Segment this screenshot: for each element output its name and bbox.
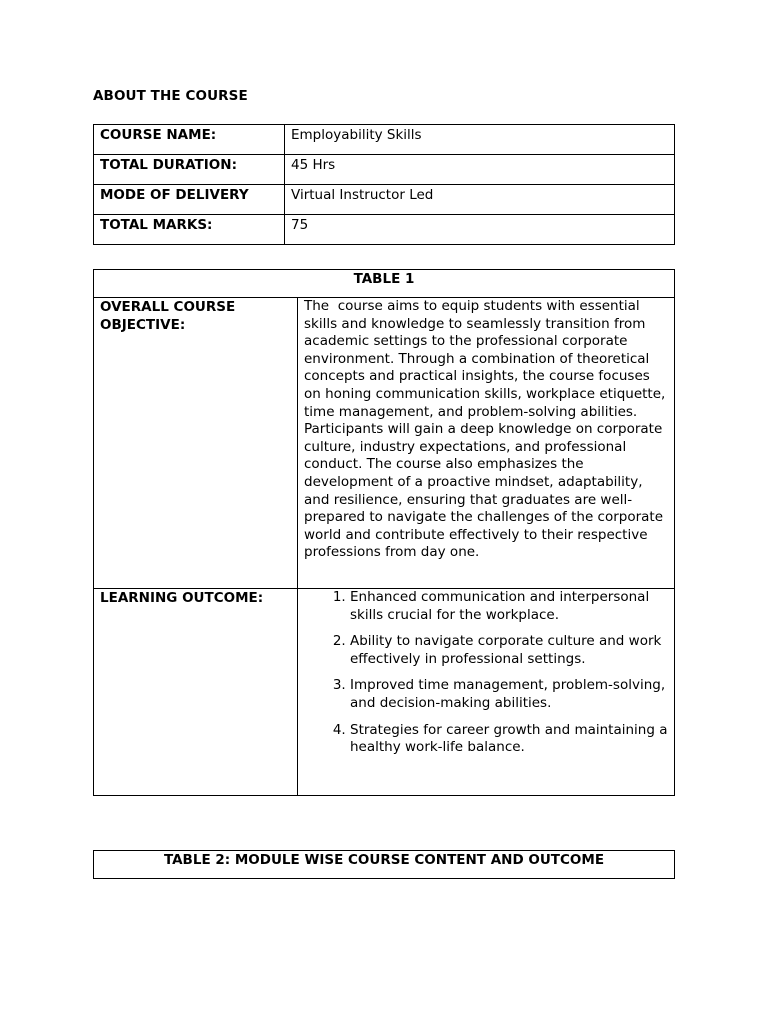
page-heading: ABOUT THE COURSE [93,88,248,104]
table-row [94,185,675,215]
table-1-title: TABLE 1 [94,270,675,298]
total-marks-value: 75 [285,215,675,245]
learning-outcome-list [304,589,668,757]
table-row [94,298,675,589]
table-2 [93,850,675,879]
objective-text: The course aims to equip students with essential skills and knowledge to seamlessly transition from academic settings to the professional corporate environment. Through a combination of theoretical concepts and practical insights, the course focuses on honing communication skills, workplace etiquette, time management, and problem-solving abilities. Participants will gain a deep knowledge on corporate culture, industry expectations, and professional conduct. The course also emphasizes the development of a proactive mindset, adaptability, and resilience, ensuring that graduates are well-prepared to navigate the challenges of the corporate world and contribute effectively to their respective professions from day one. [298,298,675,589]
total-marks-label: TOTAL MARKS: [94,215,285,245]
total-duration-value: 45 Hrs [285,155,675,185]
mode-of-delivery-label: MODE OF DELIVERY [94,185,285,215]
learning-outcome-label: LEARNING OUTCOME: [94,589,298,796]
table-row [94,125,675,155]
list-item: 4. Strategies for career growth and maintaining a healthy work-life balance. [350,722,668,757]
total-duration-label: TOTAL DURATION: [94,155,285,185]
table-1 [93,269,675,796]
learning-outcome-list-cell [298,589,675,796]
course-info-table [93,124,675,245]
list-item: 2. Ability to navigate corporate culture and work effectively in professional settings. [350,633,668,668]
list-item: 3. Improved time management, problem-solving, and decision-making abilities. [350,677,668,712]
table-row [94,155,675,185]
objective-label-line2: OBJECTIVE: [100,317,186,333]
table-2-title: TABLE 2: MODULE WISE COURSE CONTENT AND OUTCOME [94,851,675,879]
course-name-value: Employability Skills [285,125,675,155]
objective-label-line1: OVERALL COURSE [100,299,236,315]
table-row [94,589,675,796]
course-name-label: COURSE NAME: [94,125,285,155]
table-row [94,215,675,245]
mode-of-delivery-value: Virtual Instructor Led [285,185,675,215]
objective-label [94,298,298,589]
list-item: 1. Enhanced communication and interpersonal skills crucial for the workplace. [350,589,668,624]
